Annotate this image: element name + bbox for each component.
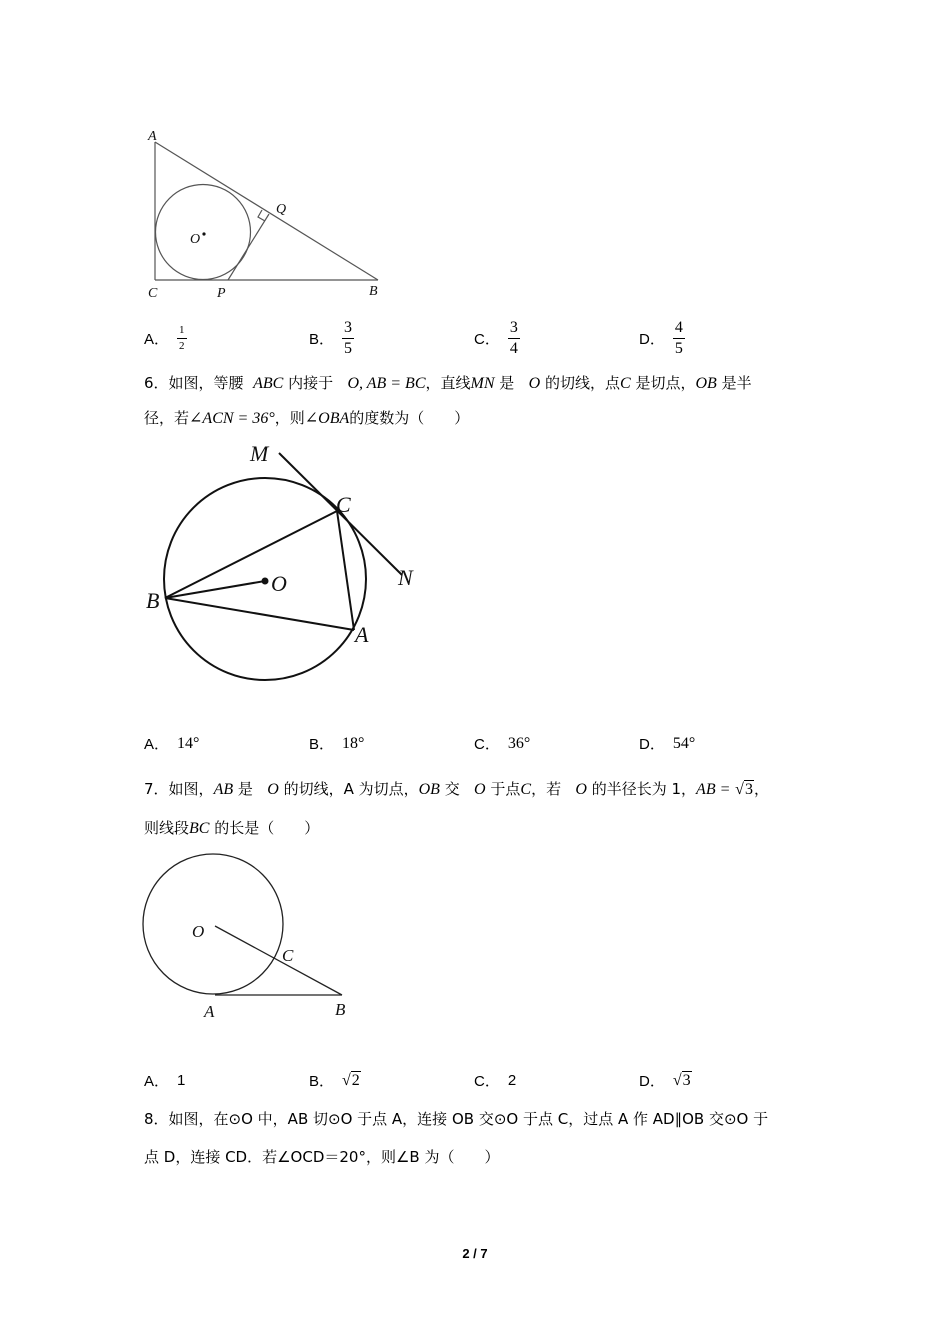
q6-option-c[interactable]: C． 36° — [474, 734, 531, 753]
label-c: C — [148, 286, 158, 301]
sqrt: √3 — [735, 781, 753, 798]
fraction: $\frac{1}{2}$ — [179, 324, 185, 352]
q7-option-b[interactable]: B． √2 — [309, 1071, 360, 1090]
question-7 — [144, 770, 812, 848]
fraction: $\frac{3}{4}$ — [509, 319, 518, 357]
fraction: $\frac{3}{5}$ — [344, 319, 353, 357]
q6-line2: 径，若∠ACN = 36°，则∠OBA的度数为（ ） — [144, 409, 470, 427]
incircle — [156, 185, 251, 280]
sqrt: √3 — [672, 1071, 691, 1089]
figure-q6 — [140, 435, 430, 685]
side-ab — [155, 142, 378, 280]
page-number: 2 / 7 — [462, 1246, 488, 1261]
q8-line2: 点 D，连接 CD．若∠OCD＝20°，则∠B 为（ ） — [144, 1148, 500, 1166]
sqrt: √2 — [342, 1071, 360, 1089]
label-a: A — [204, 1002, 215, 1021]
right-angle-mark — [258, 210, 265, 221]
q7-option-d[interactable]: D． √3 — [639, 1071, 691, 1090]
q7-line2: 则线段BC 的长是（ ） — [144, 819, 320, 837]
label-o: O — [271, 571, 287, 596]
label-p: P — [217, 286, 226, 301]
chord-ba — [165, 598, 354, 630]
q8-line1: 8．如图，在⊙O 中，AB 切⊙O 于点 A，连接 OB 交⊙O 于点 C，过点 A 作 AD∥OB 交⊙O 于 — [144, 1110, 769, 1128]
fraction: $\frac{4}{5}$ — [674, 319, 683, 357]
question-8 — [144, 1100, 812, 1176]
q6-option-d[interactable]: D． 54° — [639, 734, 696, 753]
q5-option-c[interactable]: C． $\frac{3}{4}$ — [474, 319, 518, 357]
label-o: O — [192, 922, 205, 941]
segment-ob — [215, 926, 342, 995]
q5-option-d[interactable]: D． $\frac{4}{5}$ — [639, 319, 683, 357]
chord-bc — [165, 511, 337, 598]
label-c: C — [336, 492, 351, 517]
label-b: B — [146, 588, 160, 613]
tangent-pq — [228, 214, 269, 280]
label-b: B — [369, 284, 378, 299]
q5-option-b[interactable]: B． $\frac{3}{5}$ — [309, 319, 353, 357]
q5-option-a[interactable]: A． $\frac{1}{2}$ — [144, 324, 185, 352]
label-q: Q — [276, 202, 287, 217]
label-b: B — [335, 1000, 346, 1019]
figure-q5 — [140, 125, 400, 310]
chord-ca — [337, 511, 354, 630]
label-n: N — [398, 565, 413, 590]
q6-option-a[interactable]: A． 14° — [144, 734, 200, 753]
center-dot — [202, 232, 205, 235]
q7-option-a[interactable]: A． 1 — [144, 1072, 186, 1090]
q7-option-c[interactable]: C． 2 — [474, 1072, 517, 1090]
label-m: M — [250, 441, 269, 466]
label-c: C — [282, 946, 294, 965]
label-o: O — [190, 232, 201, 247]
circle-o — [143, 854, 283, 994]
center-dot — [262, 578, 269, 585]
label-a: A — [355, 622, 369, 647]
q7-line1: 7．如图，AB 是 O 的切线，A 为切点，OB 交 O 于点C，若 O 的半径长为 1，AB = √3， — [144, 780, 769, 798]
question-6 — [144, 366, 812, 436]
q6-option-b[interactable]: B． 18° — [309, 734, 365, 753]
q6-line1: 6．如图，等腰 ABC 内接于 O, AB = BC，直线MN 是 O 的切线，点C 是切点，OB 是半 — [144, 374, 752, 392]
figure-q7 — [135, 848, 365, 1028]
label-a: A — [148, 129, 157, 144]
